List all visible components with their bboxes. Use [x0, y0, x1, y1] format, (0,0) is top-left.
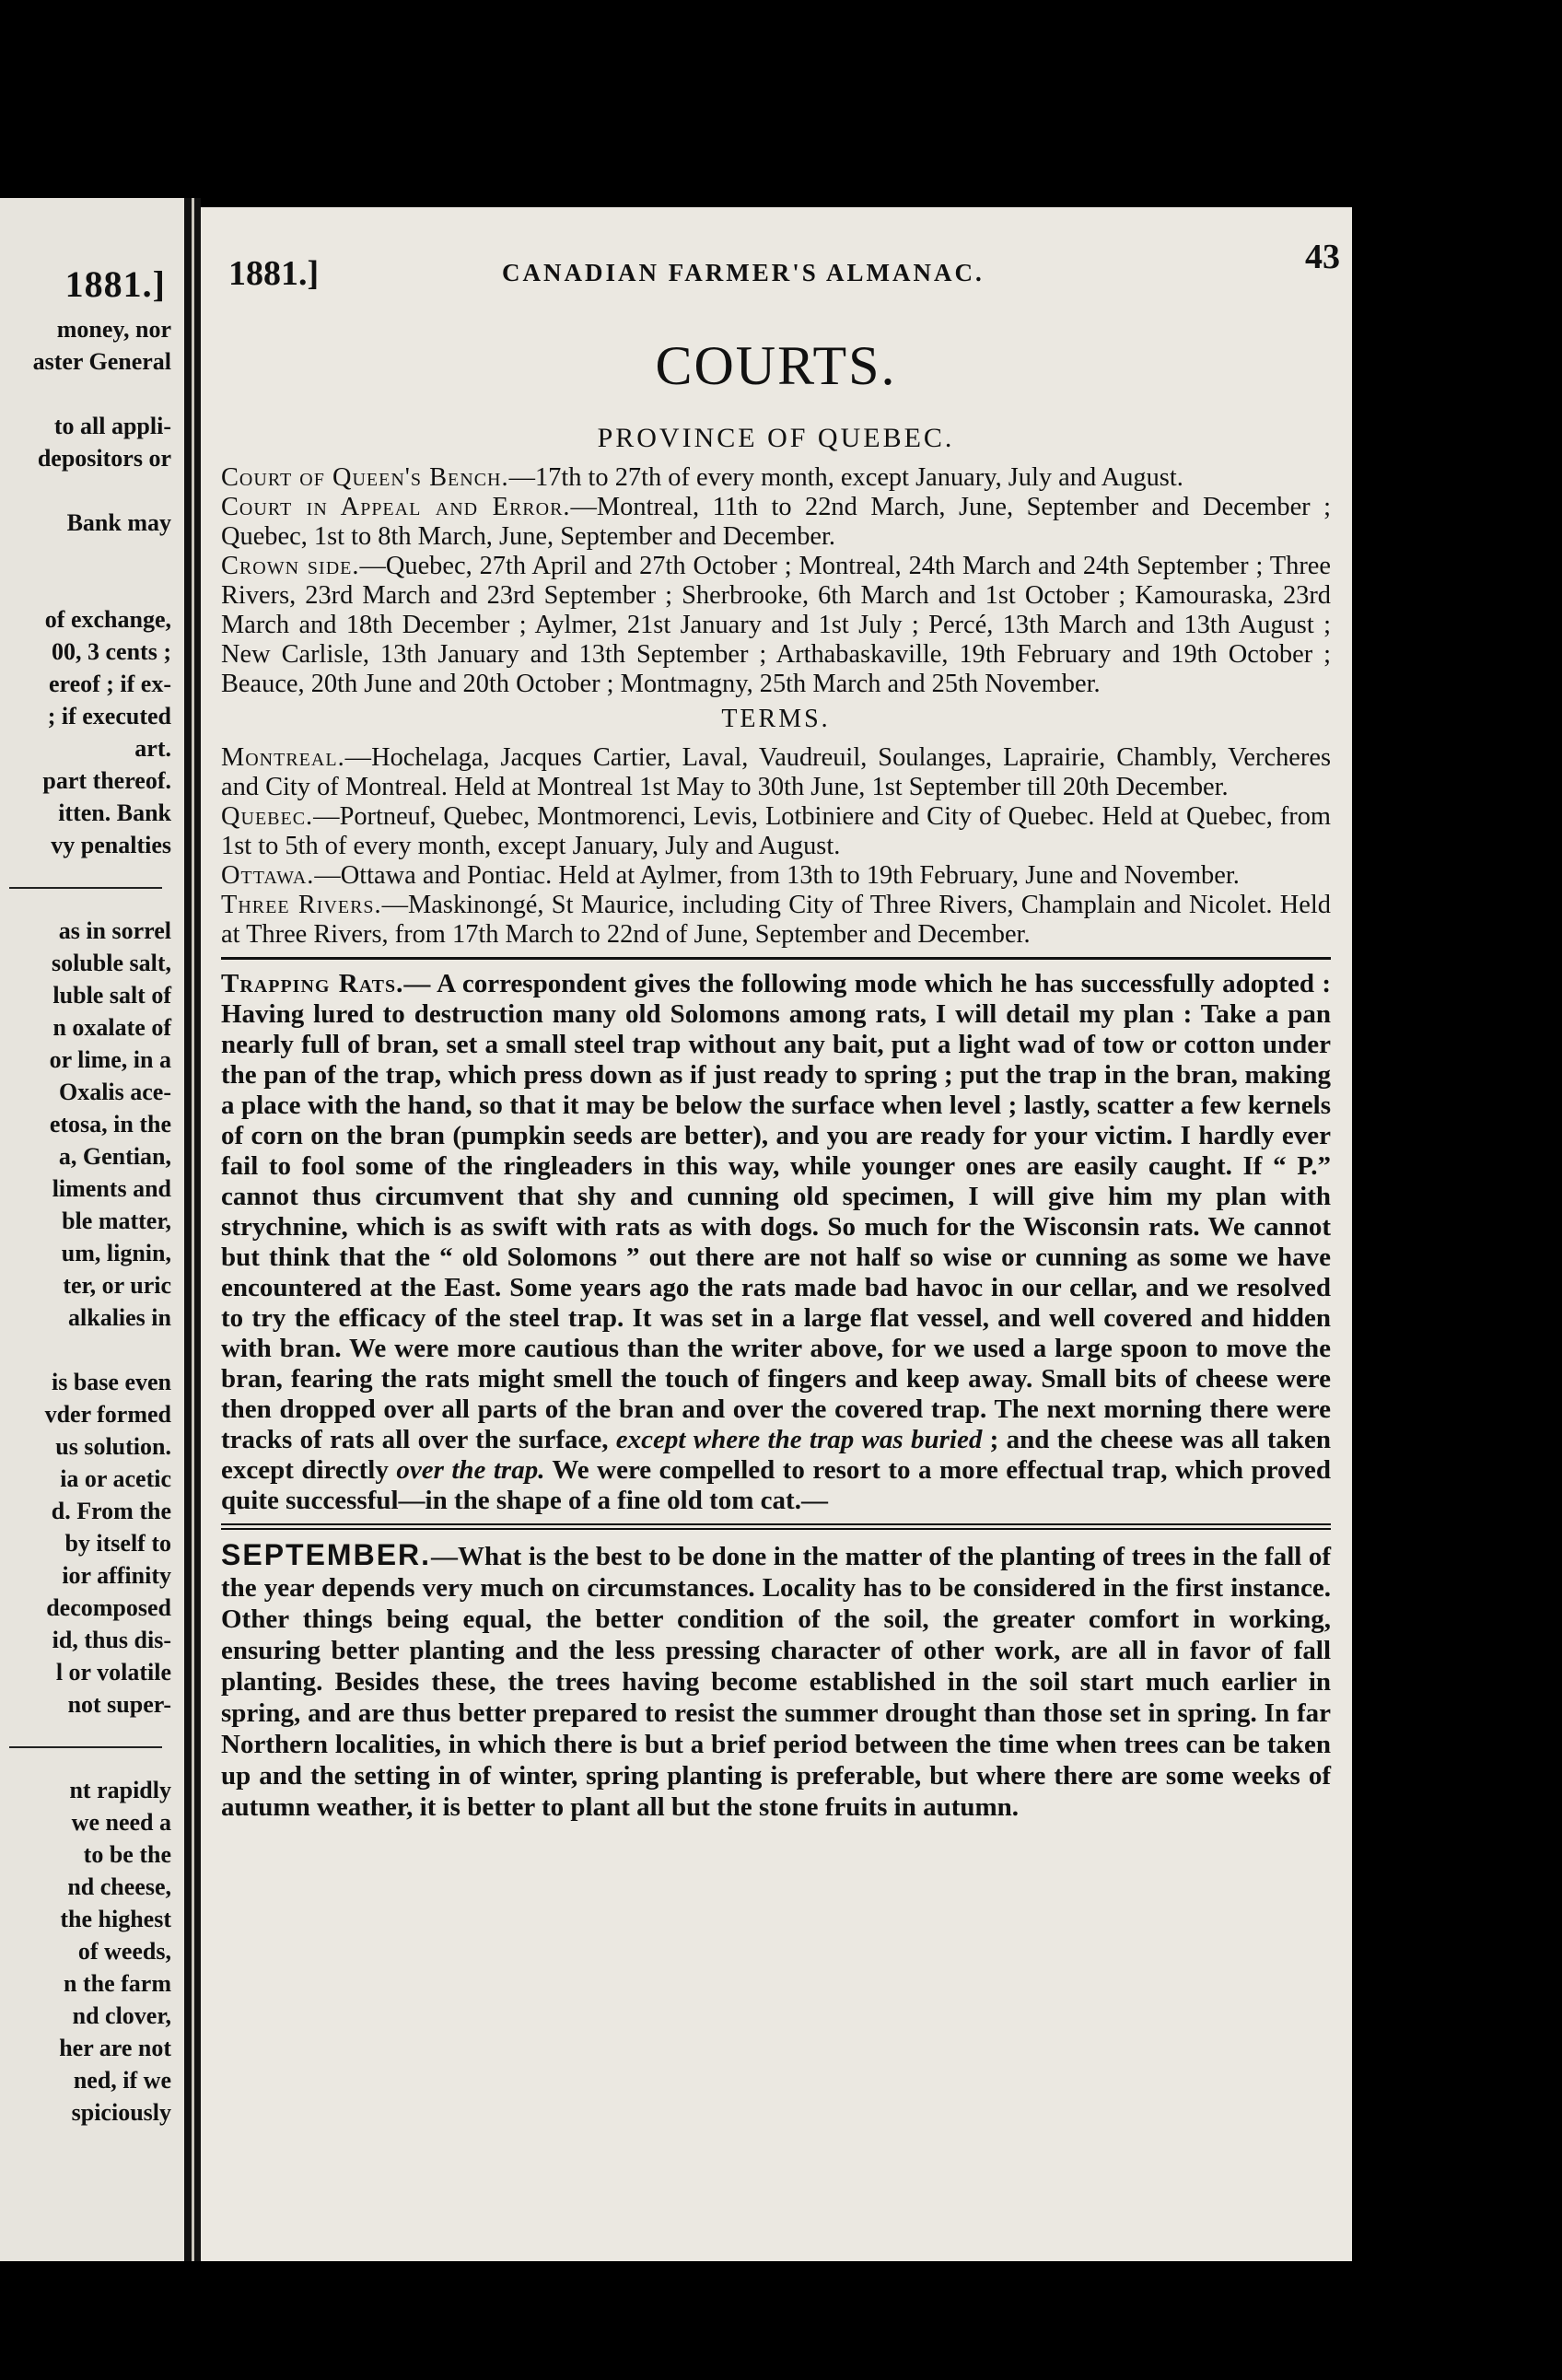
september-article	[221, 1539, 1331, 1823]
left-page-header: 1881.]	[64, 263, 166, 305]
article-text: — A correspondent gives the following mode which he has successfully adopted : Having lured to destruction many old Solomons among rats, I will detail my plan : Take a pan nearly full of bran, set a small steel trap without any bait, put a light wad of tow or cotton under the pan of the trap, which press down as if just ready to spring ; put the trap in the bran, making a place with the hand, so that it may be below the surface when level ; lastly, scatter a few kernels of corn on the bran (pumpkin seeds are better), and you are ready for your victim. I hardly ever fail to fool some of the ringleaders in this way, while younger ones are easily caught. If “ P.” cannot thus circumvent that shy and cunning old specimen, I will give him my plan with strychnine, which is as swift with rats as with dogs. So much for the Wisconsin rats. We cannot but think that the “ old Solomons ” out there are not half so wise or cunning as some we have encountered at the East. Some years ago the rats made bad havoc in our cellar, and we resolved to try the efficacy of the steel trap. It was set in a large flat vessel, and well covered and hidden with bran. We were more cautious than the writer above, for we used a large spoon to move the bran, fearing the rats might smell the touch of fingers and keep away. Small bits of cheese were then dropped over all parts of the bran and over the covered trap. The next morning there were tracks of rats all over the surface,	[221, 969, 1332, 1454]
section-rule	[221, 957, 1331, 960]
left-page-line: nt rapidly	[69, 1777, 171, 1803]
main-page-content	[221, 238, 1340, 1823]
terms-entry	[221, 743, 1331, 802]
terms-entry	[221, 891, 1331, 950]
left-page-line: itten. Bank	[58, 799, 171, 826]
left-page-line: d. From the	[51, 1498, 171, 1524]
left-page-line: depositors or	[37, 445, 171, 472]
left-page-line: ior affinity	[62, 1562, 171, 1589]
article-text: We were compelled to resort to a more effectual trap, which proved quite successful—in the shape of a fine old tom cat.—	[221, 1455, 1331, 1515]
province-heading: PROVINCE OF QUEBEC.	[597, 423, 955, 453]
left-page-fragment	[0, 198, 184, 2261]
terms-entry	[221, 802, 1331, 861]
trapping-rats-article	[221, 969, 1331, 1516]
left-page-line: Oxalis ace-	[58, 1079, 171, 1105]
left-page-line: nd cheese,	[67, 1873, 171, 1900]
left-page-rule	[9, 887, 162, 889]
article-italic: over the trap.	[396, 1455, 545, 1485]
left-page-line: etosa, in the	[49, 1111, 171, 1138]
left-page-line: not super-	[67, 1691, 171, 1718]
left-page-line: ter, or uric	[63, 1272, 171, 1299]
terms-entry-text: —Hochelaga, Jacques Cartier, Laval, Vaudreuil, Soulanges, Laprairie, Chambly, Vercheres and City of Montreal. Held at Montreal 1st May to 30th June, 1st September till 20th December.	[221, 743, 1331, 801]
page-title: COURTS.	[655, 335, 897, 396]
left-page-line: Bank may	[66, 509, 171, 536]
left-page-line: ia or acetic	[60, 1465, 171, 1492]
left-page-line: um, lignin,	[61, 1240, 171, 1266]
left-page-line: a, Gentian,	[58, 1143, 171, 1170]
left-page-line: ned, if we	[73, 2067, 171, 2094]
left-page-line: we need a	[71, 1809, 171, 1836]
left-page-line: to be the	[83, 1841, 171, 1868]
terms-entry-lead: Ottawa.	[221, 861, 315, 890]
left-page-line: is base even	[52, 1369, 171, 1395]
left-page-line: of exchange,	[44, 606, 171, 633]
court-entry-text: —Quebec, 27th April and 27th October ; Montreal, 24th March and 24th September ; Three Rivers, 23rd March and 23rd September ; Sherbrooke, 6th March and 1st October ; Kamouraska, 23rd March and 18th December ; Aylmer, 21st January and 1st July ; Percé, 13th March and 13th August ; New Carlisle, 13th January and 13th September ; Arthabaskaville, 19th February and 19th October ; Beauce, 20th June and 20th October ; Montmagny, 25th March and 25th November.	[221, 552, 1331, 698]
left-page-line: n the farm	[64, 1970, 171, 1997]
left-page-line	[0, 539, 171, 571]
article-italic: except where the trap was buried	[615, 1425, 983, 1454]
left-page-line: alkalies in	[68, 1304, 171, 1331]
left-page-line	[0, 1334, 171, 1366]
running-title: CANADIAN FARMER'S ALMANAC.	[502, 259, 985, 286]
left-page-line: of weeds,	[77, 1938, 171, 1965]
left-page-line: vy penalties	[51, 832, 171, 858]
left-page-line: ; if executed	[47, 703, 171, 729]
left-page-line: ble matter,	[62, 1208, 171, 1234]
article-lead: SEPTEMBER.	[221, 1538, 432, 1571]
article-lead: Trapping Rats.	[221, 969, 404, 998]
court-entry-lead: Crown side.	[221, 552, 360, 580]
left-page-line	[0, 571, 171, 603]
terms-entry	[221, 861, 1331, 891]
left-page-line: decomposed	[46, 1594, 171, 1621]
gutter-edge	[192, 198, 194, 2261]
left-page-rule	[9, 1746, 162, 1748]
left-page-line: l or volatile	[55, 1659, 171, 1686]
left-page-line: luble salt of	[52, 982, 171, 1009]
left-page-line: nd clover,	[72, 2002, 171, 2029]
terms-entry-lead: Montreal.	[221, 743, 345, 772]
court-entry-text: —17th to 27th of every month, except January, July and August.	[508, 463, 1183, 492]
left-page-line: the highest	[60, 1906, 171, 1932]
court-entry	[221, 552, 1331, 699]
left-page-line: 00, 3 cents ;	[52, 638, 171, 665]
left-page-line: art.	[134, 735, 171, 762]
left-page-line: aster General	[32, 348, 171, 375]
left-page-line: n oxalate of	[52, 1014, 171, 1041]
section-rule-double	[221, 1523, 1331, 1530]
left-page-line	[0, 474, 171, 507]
left-page-line: by itself to	[64, 1530, 171, 1557]
page-number: 43	[1305, 238, 1340, 276]
terms-entry-text: —Maskinongé, St Maurice, including City of Three Rivers, Champlain and Nicolet. Held at Three Rivers, from 17th March to 22nd of June, September and December.	[221, 891, 1331, 949]
article-text: ; and the cheese was all taken except directly	[221, 1425, 1332, 1485]
left-page-text	[0, 313, 171, 2129]
left-page-line: id, thus dis-	[52, 1627, 171, 1653]
left-page-line: part thereof.	[42, 767, 171, 794]
court-entry	[221, 493, 1331, 552]
terms-heading: TERMS.	[721, 705, 831, 733]
left-page-line: soluble salt,	[51, 950, 171, 976]
terms-entry-text: —Ottawa and Pontiac. Held at Aylmer, from 13th to 19th February, June and November.	[314, 861, 1240, 890]
left-page-line: money, nor	[56, 316, 171, 343]
article-text: —What is the best to be done in the matter of the planting of trees in the fall of the year depends very much on circumstances. Locality has to be considered in the first instance. Other things being equal, the better condition of the soil, the greater comfort in working, ensuring better planting and the less pressing character of other work, are all in favor of fall planting. Besides these, the trees having become established in the soil start much earlier in spring, and are thus better prepared to resist the summer drought than those set in spring. In far Northern localities, in which there is but a brief period between the time when trees can be taken up and the setting in of winter, spring planting is preferable, but where there are some weeks of autumn weather, it is better to plant all but the stone fruits in autumn.	[221, 1542, 1331, 1822]
left-page-line: spiciously	[71, 2099, 171, 2126]
left-page-line	[0, 378, 171, 410]
terms-entry-text: —Portneuf, Quebec, Montmorenci, Levis, Lotbiniere and City of Quebec. Held at Quebec, from 1st to 5th of every month, except January, July and August.	[221, 802, 1331, 860]
main-page	[201, 207, 1352, 2261]
court-entry-text: —Montreal, 11th to 22nd March, June, September and December ; Quebec, 1st to 8th March, June, September and December.	[221, 493, 1332, 551]
left-page-line: vder formed	[44, 1401, 171, 1428]
left-page-line: as in sorrel	[58, 917, 171, 944]
court-entry-lead: Court in Appeal and Error.	[221, 493, 571, 521]
left-page-line: to all appli-	[53, 413, 171, 439]
left-page-line: liments and	[52, 1175, 171, 1202]
left-page-line: or lime, in a	[49, 1046, 171, 1073]
left-page-line: her are not	[59, 2035, 171, 2061]
court-entry-lead: Court of Queen's Bench.	[221, 463, 509, 492]
running-head	[221, 238, 1340, 299]
left-page-line: ereof ; if ex-	[48, 671, 171, 697]
court-entry	[221, 463, 1331, 493]
page-year: 1881.]	[228, 254, 320, 293]
terms-entry-lead: Quebec.	[221, 802, 314, 831]
terms-entry-lead: Three Rivers.	[221, 891, 382, 919]
left-page-line: us solution.	[55, 1433, 171, 1460]
